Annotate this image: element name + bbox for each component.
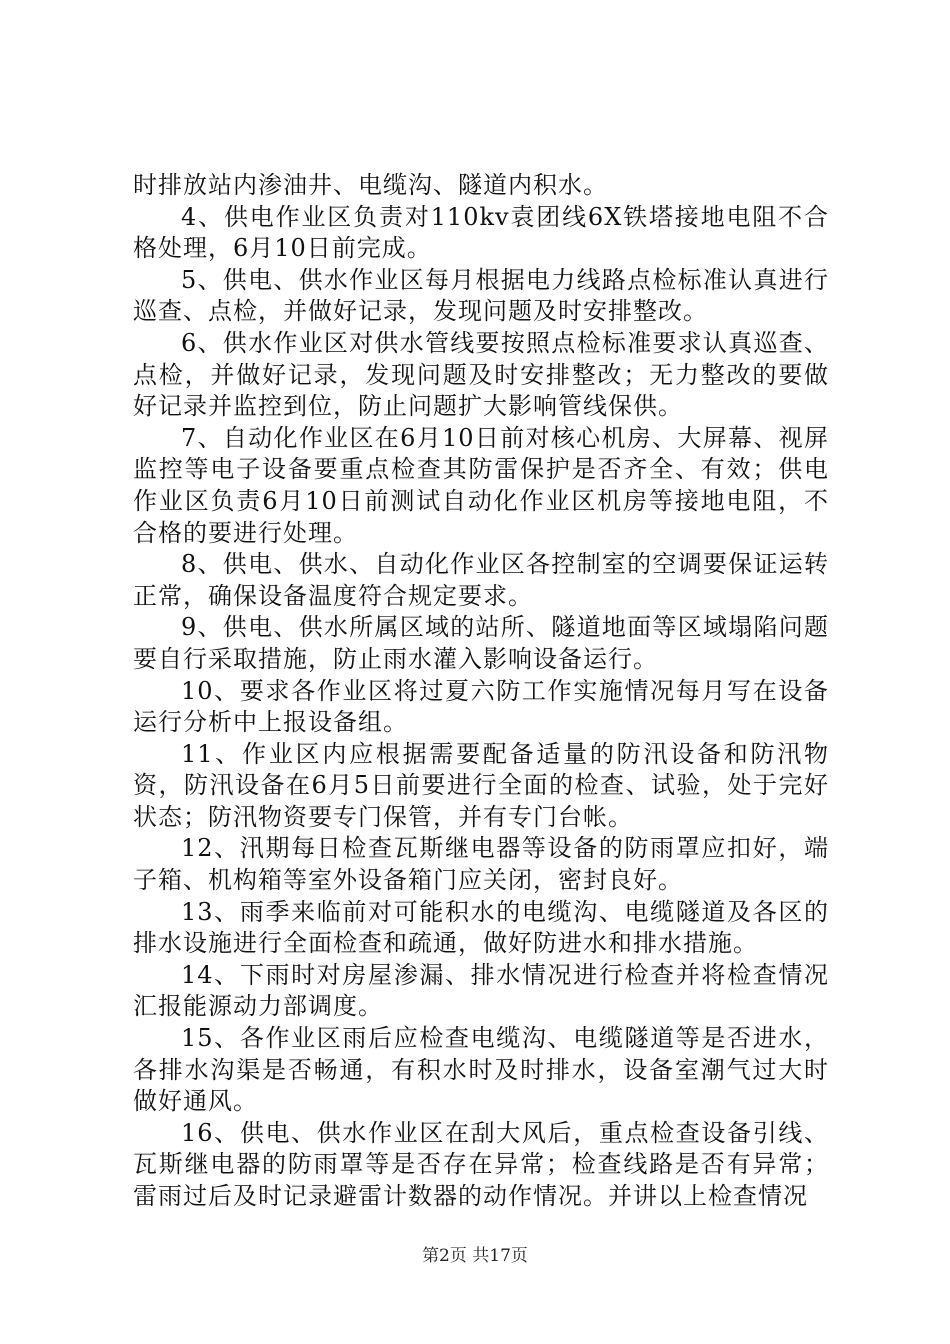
page-footer xyxy=(0,1241,950,1266)
paragraph-item-10: 10、要求各作业区将过夏六防工作实施情况每月写在设备运行分析中上报设备组。 xyxy=(133,676,829,737)
paragraph-item-7: 7、自动化作业区在6月10日前对核心机房、大屏幕、视屏监控等电子设备要重点检查其防雷保护是否齐全、有效；供电作业区负责6月10日前测试自动化作业区机房等接地电阻，不合格的要进行处理。 xyxy=(133,423,829,547)
paragraph-item-15: 15、各作业区雨后应检查电缆沟、电缆隧道等是否进水，各排水沟渠是否畅通，有积水时及时排水，设备室潮气过大时做好通风。 xyxy=(133,1024,829,1116)
paragraph-item-4: 4、供电作业区负责对110kv袁团线6X铁塔接地电阻不合格处理，6月10日前完成。 xyxy=(133,202,829,263)
paragraph-item-6: 6、供水作业区对供水管线要按照点检标准要求认真巡查、点检，并做好记录，发现问题及时安排整改；无力整改的要做好记录并监控到位，防止问题扩大影响管线保供。 xyxy=(133,328,829,421)
paragraph-item-12: 12、汛期每日检查瓦斯继电器等设备的防雨罩应扣好，端子箱、机构箱等室外设备箱门应关闭，密封良好。 xyxy=(133,834,829,895)
paragraph-continuation: 时排放站内渗油井、电缆沟、隧道内积水。 xyxy=(133,171,608,199)
paragraph-item-11: 11、作业区内应根据需要配备适量的防汛设备和防汛物资，防汛设备在6月5日前要进行全面的检查、试验，处于完好状态；防汛物资要专门保管，并有专门台帐。 xyxy=(133,739,829,831)
paragraph-item-14: 14、下雨时对房屋渗漏、排水情况进行检查并将检查情况汇报能源动力部调度。 xyxy=(133,960,829,1021)
paragraph-item-9: 9、供电、供水所属区域的站所、隧道地面等区域塌陷问题要自行采取措施，防止雨水灌入影响设备运行。 xyxy=(133,613,829,673)
paragraph-item-5: 5、供电、供水作业区每月根据电力线路点检标准认真进行巡查、点检，并做好记录，发现问题及时安排整改。 xyxy=(133,265,829,326)
page-number-label: 第2页 共17页 xyxy=(422,1246,528,1266)
paragraph-item-13: 13、雨季来临前对可能积水的电缆沟、电缆隧道及各区的排水设施进行全面检查和疏通，做好防进水和排水措施。 xyxy=(133,897,829,958)
paragraph-item-8: 8、供电、供水、自动化作业区各控制室的空调要保证运转正常，确保设备温度符合规定要求。 xyxy=(133,550,829,610)
document-body xyxy=(133,170,829,1213)
paragraph-item-16: 16、供电、供水作业区在刮大风后，重点检查设备引线、瓦斯继电器的防雨罩等是否存在异常；检查线路是否有异常；雷雨过后及时记录避雷计数器的动作情况。并讲以上检查情况 xyxy=(133,1118,829,1210)
